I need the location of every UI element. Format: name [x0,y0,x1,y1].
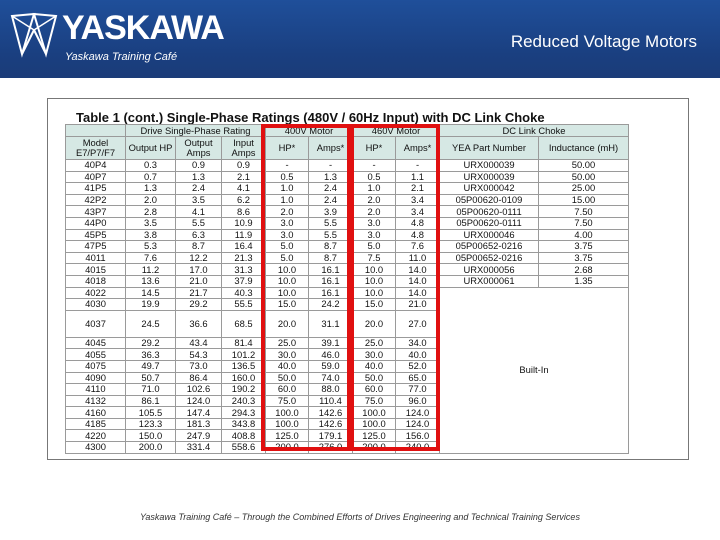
table-cell: 124.0 [396,418,440,430]
table-cell: 105.5 [126,407,176,419]
table-cell: 8.7 [309,252,353,264]
table-cell: 11.9 [222,229,266,241]
table-cell: 200.0 [126,442,176,454]
column-header: Input Amps [222,137,266,160]
table-cell: 10.0 [266,275,309,287]
table-cell: 240.0 [396,442,440,454]
highlight-400v-column [261,124,351,451]
table-cell: 558.6 [222,442,266,454]
table-cell: 0.5 [266,171,309,183]
table-cell: 10.0 [266,264,309,276]
table-cell: 75.0 [266,395,309,407]
table-cell: 14.5 [126,287,176,299]
table-cell: 29.2 [176,299,222,311]
table-cell: 4037 [66,310,126,337]
table-cell: 4.00 [539,229,629,241]
table-cell: 294.3 [222,407,266,419]
table-cell: 1.0 [353,183,396,195]
table-title: Table 1 (cont.) Single-Phase Ratings (480V / 60Hz Input) with DC Link Choke [76,110,545,125]
table-cell: 50.7 [126,372,176,384]
table-cell: 160.0 [222,372,266,384]
table-cell: - [396,160,440,172]
table-cell: 17.0 [176,264,222,276]
table-cell: 50.0 [353,372,396,384]
table-cell: 5.5 [176,217,222,229]
table-cell: 5.0 [353,241,396,253]
table-cell: 47P5 [66,241,126,253]
table-cell: 4.8 [396,229,440,241]
table-cell: 3.75 [539,241,629,253]
table-cell: 50.0 [266,372,309,384]
table-cell: 5.0 [266,241,309,253]
table-cell: 77.0 [396,384,440,396]
table-cell: 14.0 [396,264,440,276]
table-cell: 3.5 [176,194,222,206]
group-header-460v: 460V Motor [353,125,440,137]
table-cell: 52.0 [396,360,440,372]
table-cell: 60.0 [353,384,396,396]
table-cell: 73.0 [176,360,222,372]
table-cell: 3.8 [126,229,176,241]
table-cell: 4030 [66,299,126,311]
table-cell: 4045 [66,337,126,349]
table-cell: 21.7 [176,287,222,299]
table-cell: 142.6 [309,407,353,419]
table-cell: 88.0 [309,384,353,396]
table-cell: 8.7 [309,241,353,253]
table-cell: 2.8 [126,206,176,218]
table-cell: 49.7 [126,360,176,372]
table-cell: 4.8 [396,217,440,229]
table-cell: 100.0 [266,407,309,419]
table-cell: 86.1 [126,395,176,407]
table-cell: 5.5 [309,229,353,241]
table-cell: 13.6 [126,275,176,287]
highlight-460v-column [350,124,440,451]
table-cell: 100.0 [266,418,309,430]
table-cell: 190.2 [222,384,266,396]
table-cell: 15.0 [266,299,309,311]
table-cell: 2.4 [176,183,222,195]
table-cell: - [353,160,396,172]
table-cell: 45P5 [66,229,126,241]
slide-title: Reduced Voltage Motors [510,32,697,51]
table-cell: 181.3 [176,418,222,430]
table-cell: 41P5 [66,183,126,195]
column-header: HP* [266,137,309,160]
table-cell: 40P7 [66,171,126,183]
table-cell: 74.0 [309,372,353,384]
column-header: Inductance (mH) [539,137,629,160]
column-header: Output HP [126,137,176,160]
table-cell: 4220 [66,430,126,442]
table-cell: 4090 [66,372,126,384]
table-cell: 40.0 [353,360,396,372]
table-cell: 2.1 [222,171,266,183]
table-cell: 8.7 [176,241,222,253]
column-header: Amps* [309,137,353,160]
table-cell: 15.00 [539,194,629,206]
column-header: YEA Part Number [440,137,539,160]
table-cell: 2.4 [309,183,353,195]
table-cell: 247.9 [176,430,222,442]
table-cell: 5.5 [309,217,353,229]
table-cell: 65.0 [396,372,440,384]
table-cell: 7.5 [353,252,396,264]
table-cell: URX000056 [440,264,539,276]
table-cell: 10.0 [353,287,396,299]
table-cell: - [309,160,353,172]
table-cell: 408.8 [222,430,266,442]
table-cell: 7.6 [396,241,440,253]
table-cell: 20.0 [353,310,396,337]
table-cell: URX000046 [440,229,539,241]
table-cell: 0.7 [126,171,176,183]
table-cell: 3.0 [353,217,396,229]
table-cell: 30.0 [353,349,396,361]
table-cell: 2.0 [353,206,396,218]
table-cell: 59.0 [309,360,353,372]
table-cell: 10.9 [222,217,266,229]
table-cell: 1.3 [126,183,176,195]
table-cell: 43.4 [176,337,222,349]
table-cell: 1.0 [266,194,309,206]
brand-name: YASKAWA [62,9,224,47]
table-cell: 124.0 [176,395,222,407]
table-cell: 68.5 [222,310,266,337]
table-cell: 7.6 [126,252,176,264]
table-cell: 42P2 [66,194,126,206]
table-cell: 3.0 [266,217,309,229]
table-cell: 36.6 [176,310,222,337]
table-cell: 156.0 [396,430,440,442]
table-cell: 36.3 [126,349,176,361]
table-cell: 123.3 [126,418,176,430]
table-cell: 124.0 [396,407,440,419]
table-cell: 10.0 [353,264,396,276]
table-cell: 86.4 [176,372,222,384]
brand-subtitle: Yaskawa Training Café [65,51,178,63]
table-cell: 1.3 [309,171,353,183]
table-cell: 25.0 [353,337,396,349]
table-cell: 46.0 [309,349,353,361]
table-cell: 05P00652-0216 [440,241,539,253]
table-cell: 37.9 [222,275,266,287]
table-cell: 102.6 [176,384,222,396]
table-cell: 6.3 [176,229,222,241]
table-cell: 4075 [66,360,126,372]
table-cell: 100.0 [353,418,396,430]
table-cell: 1.35 [539,275,629,287]
table-cell: 27.0 [396,310,440,337]
table-cell: 4011 [66,252,126,264]
table-cell: 5.3 [126,241,176,253]
table-cell: 4.1 [176,206,222,218]
table-cell: 15.0 [353,299,396,311]
table-cell: 6.2 [222,194,266,206]
table-cell: 8.6 [222,206,266,218]
table-cell: 4055 [66,349,126,361]
table-cell: 16.1 [309,275,353,287]
table-cell: URX000039 [440,171,539,183]
table-cell: 24.2 [309,299,353,311]
table-cell: 2.0 [266,206,309,218]
table-cell: 3.9 [309,206,353,218]
table-cell: 2.0 [126,194,176,206]
table-cell: 34.0 [396,337,440,349]
table-cell: 2.68 [539,264,629,276]
table-cell: 71.0 [126,384,176,396]
table-cell: 7.50 [539,217,629,229]
table-cell: 43P7 [66,206,126,218]
table-cell: 50.00 [539,171,629,183]
table-cell: 142.6 [309,418,353,430]
table-cell: 16.4 [222,241,266,253]
table-cell: 3.4 [396,194,440,206]
table-cell: 31.3 [222,264,266,276]
table-cell: 14.0 [396,287,440,299]
table-cell: 39.1 [309,337,353,349]
table-cell: 5.0 [266,252,309,264]
table-cell: 2.1 [396,183,440,195]
table-cell: 30.0 [266,349,309,361]
table-cell: 147.4 [176,407,222,419]
table-cell: 11.2 [126,264,176,276]
table-cell: 21.3 [222,252,266,264]
footer-text: Yaskawa Training Café – Through the Combined Efforts of Drives Engineering and Technical Training Services [140,512,580,522]
table-cell: 1.1 [396,171,440,183]
table-cell: 44P0 [66,217,126,229]
table-cell: 200.0 [266,442,309,454]
table-cell: 05P00620-0111 [440,206,539,218]
column-header: Output Amps [176,137,222,160]
builtin-choke-cell: Built-In [440,287,629,453]
table-cell: 05P00620-0109 [440,194,539,206]
table-cell: URX000039 [440,160,539,172]
table-cell: 20.0 [266,310,309,337]
table-cell: 60.0 [266,384,309,396]
table-cell: 150.0 [126,430,176,442]
table-cell: 55.5 [222,299,266,311]
table-cell: 14.0 [396,275,440,287]
table-cell: 331.4 [176,442,222,454]
table-cell: 40P4 [66,160,126,172]
table-cell: 3.5 [126,217,176,229]
table-cell: 05P00652-0216 [440,252,539,264]
table-cell: 3.0 [266,229,309,241]
table-cell: URX000042 [440,183,539,195]
table-cell: 12.2 [176,252,222,264]
table-cell: 2.0 [353,194,396,206]
table-cell: 40.0 [266,360,309,372]
table-cell: 125.0 [266,430,309,442]
yaskawa-logo-icon [8,10,60,58]
table-cell: 3.0 [353,229,396,241]
table-cell: 10.0 [266,287,309,299]
table-cell: 2.4 [309,194,353,206]
table-cell: 0.9 [222,160,266,172]
table-cell: 24.5 [126,310,176,337]
table-cell: 4110 [66,384,126,396]
table-cell: 31.1 [309,310,353,337]
table-cell: 4185 [66,418,126,430]
table-cell: 25.0 [266,337,309,349]
table-cell: 3.75 [539,252,629,264]
table-cell: 10.0 [353,275,396,287]
table-cell: 40.0 [396,349,440,361]
table-cell: 4022 [66,287,126,299]
table-cell: 21.0 [396,299,440,311]
table-cell: 110.4 [309,395,353,407]
table-cell: 4160 [66,407,126,419]
table-cell: 4.1 [222,183,266,195]
table-cell: 16.1 [309,287,353,299]
table-cell: 240.3 [222,395,266,407]
group-header-blank [66,125,126,137]
table-cell: 25.00 [539,183,629,195]
table-cell: 1.3 [176,171,222,183]
table-cell: 54.3 [176,349,222,361]
table-cell: 200.0 [353,442,396,454]
column-header: Model E7/P7/F7 [66,137,126,160]
table-cell: 96.0 [396,395,440,407]
table-cell: 343.8 [222,418,266,430]
group-header-drive: Drive Single-Phase Rating [126,125,266,137]
table-cell: 7.50 [539,206,629,218]
table-cell: 81.4 [222,337,266,349]
table-cell: 136.5 [222,360,266,372]
table-cell: 4015 [66,264,126,276]
table-cell: 50.00 [539,160,629,172]
table-cell: 40.3 [222,287,266,299]
table-cell: 75.0 [353,395,396,407]
table-cell: 4132 [66,395,126,407]
column-header: Amps* [396,137,440,160]
table-cell: 16.1 [309,264,353,276]
group-header-400v: 400V Motor [266,125,353,137]
table-cell: 125.0 [353,430,396,442]
table-cell: - [266,160,309,172]
table-cell: 0.5 [353,171,396,183]
table-cell: 05P00620-0111 [440,217,539,229]
table-cell: 29.2 [126,337,176,349]
table-cell: 0.3 [126,160,176,172]
table-cell: 100.0 [353,407,396,419]
group-header-choke: DC Link Choke [440,125,629,137]
table-cell: 4018 [66,275,126,287]
table-cell: URX000061 [440,275,539,287]
column-header: HP* [353,137,396,160]
table-cell: 19.9 [126,299,176,311]
table-cell: 3.4 [396,206,440,218]
table-cell: 4300 [66,442,126,454]
header-bar [0,0,720,78]
table-cell: 0.9 [176,160,222,172]
table-cell: 11.0 [396,252,440,264]
table-cell: 21.0 [176,275,222,287]
table-cell: 179.1 [309,430,353,442]
table-cell: 276.0 [309,442,353,454]
table-cell: 1.0 [266,183,309,195]
table-cell: 101.2 [222,349,266,361]
